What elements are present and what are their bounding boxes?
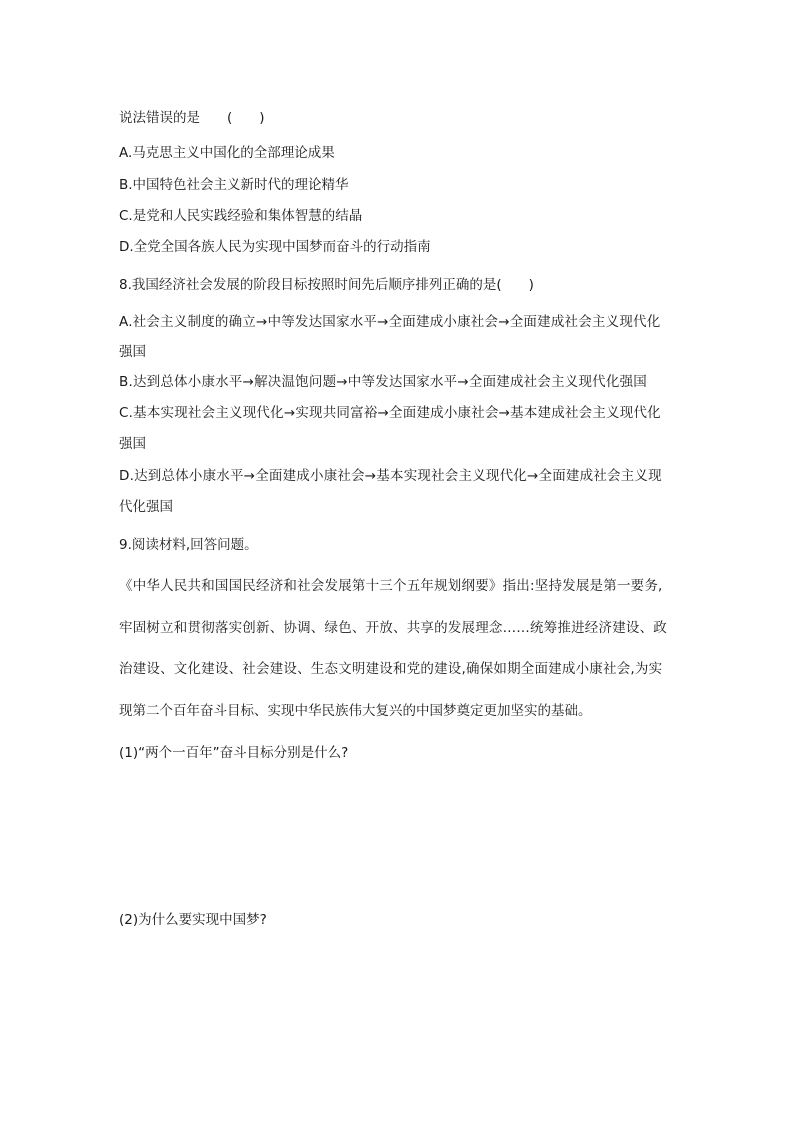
q8-option-d-line1: D.达到总体小康水平→全面建成小康社会→基本实现社会主义现代化→全面建成社会主义现 xyxy=(119,468,662,484)
question-9-stem: 9.阅读材料,回答问题。 xyxy=(119,537,258,553)
q8-option-c-line2: 强国 xyxy=(119,436,146,452)
q7-option-b: B.中国特色社会主义新时代的理论精华 xyxy=(119,177,349,193)
q9-material-line1: 《中华人民共和国国民经济和社会发展第十三个五年规划纲要》指出:坚持发展是第一要务, xyxy=(119,578,663,594)
q9-subquestion-1: (1)“两个一百年”奋斗目标分别是什么? xyxy=(119,745,349,761)
q9-material-line2: 牢固树立和贯彻落实创新、协调、绿色、开放、共享的发展理念……统筹推进经济建设、政 xyxy=(119,620,667,636)
q7-option-d: D.全党全国各族人民为实现中国梦而奋斗的行动指南 xyxy=(119,239,431,255)
q8-option-d-line2: 代化强国 xyxy=(119,499,173,515)
question-7-stem-tail: 说法错误的是 ( ) xyxy=(119,110,265,126)
q9-material-line4: 现第二个百年奋斗目标、实现中华民族伟大复兴的中国梦奠定更加坚实的基础。 xyxy=(119,703,592,719)
q8-option-b: B.达到总体小康水平→解决温饱问题→中等发达国家水平→全面建成社会主义现代化强国 xyxy=(119,374,647,390)
q9-material-line3: 治建设、文化建设、社会建设、生态文明建设和党的建设,确保如期全面建成小康社会,为实 xyxy=(119,661,663,677)
q8-option-a-line1: A.社会主义制度的确立→中等发达国家水平→全面建成小康社会→全面建成社会主义现代化 xyxy=(119,314,661,330)
q9-subquestion-2: (2)为什么要实现中国梦? xyxy=(119,912,267,928)
q8-option-a-line2: 强国 xyxy=(119,344,146,360)
q7-option-a: A.马克思主义中国化的全部理论成果 xyxy=(119,145,335,161)
question-8-stem: 8.我国经济社会发展的阶段目标按照时间先后顺序排列正确的是( ) xyxy=(119,277,534,293)
q7-option-c: C.是党和人民实践经验和集体智慧的结晶 xyxy=(119,208,363,224)
q8-option-c-line1: C.基本实现社会主义现代化→实现共同富裕→全面建成小康社会→基本建成社会主义现代化 xyxy=(119,405,661,421)
